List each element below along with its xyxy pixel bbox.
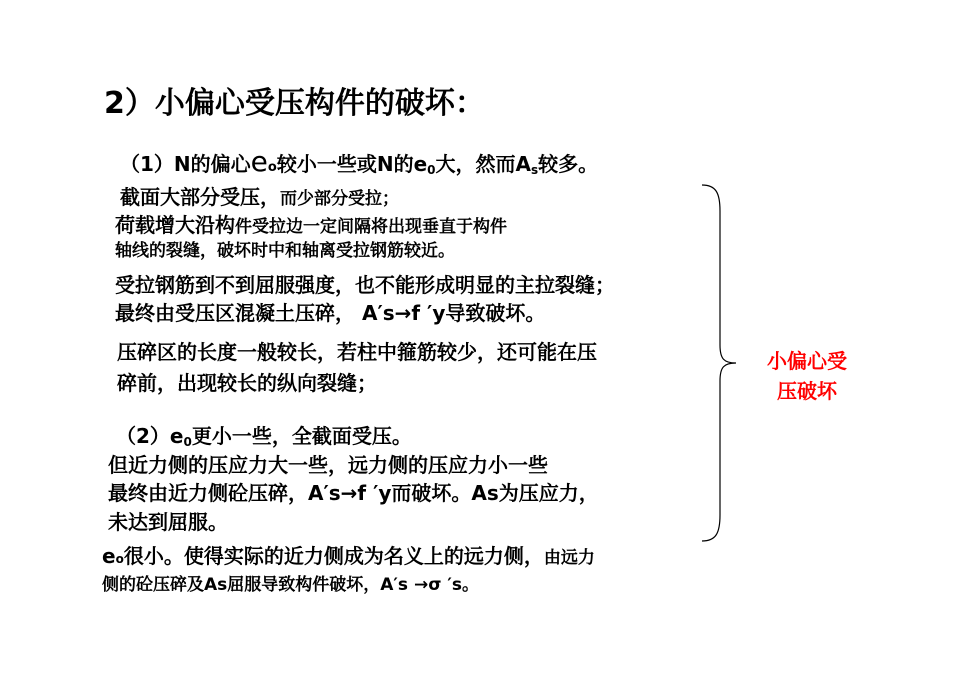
- case-2-heading: $(2)e_0$更小一些，全截面受压。: [116, 424, 412, 449]
- text-line-2: 荷载增大沿构件受拉边一定间隔将出现垂直于构件: [115, 213, 507, 237]
- side-note-line-2: 压破坏: [777, 379, 837, 403]
- text-line-5: 最终由受压区混凝土压碎， A′s→f ′y导致破坏。: [115, 301, 546, 325]
- text-line-12: 侧的砼压碎及As屈服导致构件破坏，A′s →σ ′s。: [102, 575, 479, 595]
- text-line-10: 未达到屈服。: [108, 510, 228, 534]
- right-brace-icon: [700, 183, 740, 543]
- side-note: [752, 346, 862, 406]
- page-title: 2）小偏心受压构件的破坏：: [104, 86, 485, 121]
- text-line-11: eo很小。使得实际的近力侧成为名义上的远力侧，由远力: [102, 544, 595, 568]
- text-line-3: 轴线的裂缝，破坏时中和轴离受拉钢筋较近。: [115, 241, 455, 261]
- text-line-9: 最终由近力侧砼压碎，A′s→f ′y而破坏。As为压应力，: [108, 481, 599, 505]
- case-1-heading: （1）N的偏心eo较小一些或N的$e_0$大，然而$A_s$较多。: [120, 145, 599, 178]
- text-line-4: 受拉钢筋到不到屈服强度，也不能形成明显的主拉裂缝；: [115, 273, 615, 297]
- text-line-7: 碎前，出现较长的纵向裂缝；: [117, 371, 377, 395]
- text-line-1: 截面大部分受压，而少部分受拉；: [120, 185, 399, 209]
- text-line-8: 但近力侧的压应力大一些，远力侧的压应力小一些: [108, 453, 548, 477]
- side-note-line-1: 小偏心受: [767, 349, 847, 373]
- text-line-6: 压碎区的长度一般较长，若柱中箍筋较少，还可能在压: [117, 340, 597, 364]
